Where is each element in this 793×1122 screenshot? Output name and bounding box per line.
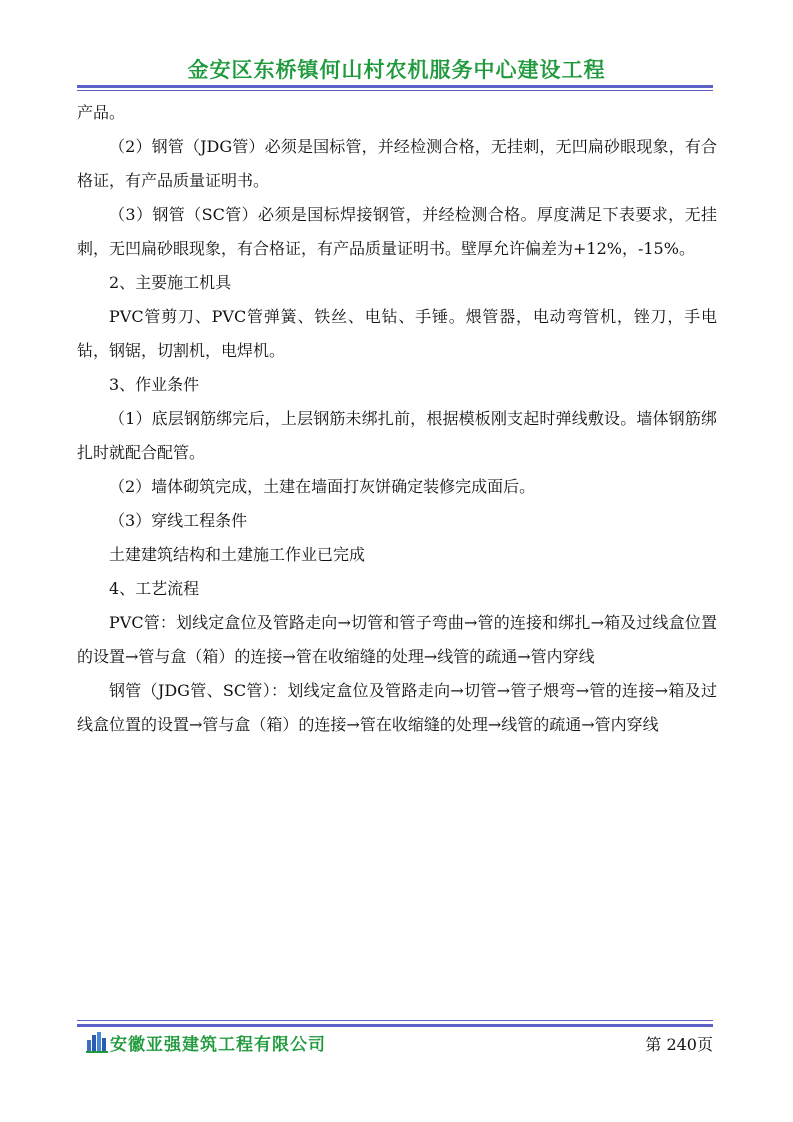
paragraph-condition-2: （2）墙体砌筑完成，土建在墙面打灰饼确定装修完成面后。 — [109, 477, 536, 496]
footer-page-number: 第 240页 — [645, 1035, 713, 1054]
paragraph-process-steel: 钢管（JDG管、SC管）：划线定盒位及管路走向→切管→管子煨弯→管的连接→箱及过线盒位置的设置→管与盒（箱）的连接→管在收缩缝的处理→线管的疏通→管内穿线 — [77, 681, 717, 734]
building-logo-icon — [86, 1031, 108, 1053]
paragraph-3: （3）钢管（SC管）必须是国标焊接钢管，并经检测合格。厚度满足下表要求，无挂刺，无凹扁砂眼现象，有合格证，有产品质量证明书。壁厚允许偏差为+12%，-15%。 — [77, 205, 717, 258]
section-heading-conditions: 3、作业条件 — [109, 375, 200, 394]
section-heading-tools: 2、主要施工机具 — [109, 273, 232, 292]
footer-company-name: 安徽亚强建筑工程有限公司 — [110, 1035, 326, 1055]
header-rule-thick — [77, 85, 713, 88]
section-heading-process: 4、工艺流程 — [109, 579, 200, 598]
paragraph-condition-1: （1）底层钢筋绑完后，上层钢筋未绑扎前，根据模板刚支起时弹线敷设。墙体钢筋绑扎时就配合配管。 — [77, 409, 717, 462]
paragraph-tools-list: PVC管剪刀、PVC管弹簧、铁丝、电钻、手锤。煨管器，电动弯管机，锉刀，手电钻，钢锯，切割机，电焊机。 — [77, 307, 717, 360]
paragraph-process-pvc: PVC管：划线定盒位及管路走向→切管和管子弯曲→管的连接和绑扎→箱及过线盒位置的设置→管与盒（箱）的连接→管在收缩缝的处理→线管的疏通→管内穿线 — [77, 613, 717, 666]
footer-rule-thin — [77, 1020, 713, 1021]
paragraph-condition-3-detail: 土建建筑结构和土建施工作业已完成 — [109, 545, 366, 564]
document-header-title: 金安区东桥镇何山村农机服务中心建设工程 — [187, 58, 606, 82]
paragraph-condition-3: （3）穿线工程条件 — [109, 511, 248, 530]
paragraph-1: 产品。 — [77, 103, 126, 122]
paragraph-2: （2）钢管（JDG管）必须是国标管，并经检测合格，无挂刺，无凹扁砂眼现象，有合格证，有产品质量证明书。 — [77, 137, 717, 190]
footer-rule-thick — [77, 1024, 713, 1027]
header-rule-thin — [77, 90, 713, 91]
document-body — [77, 96, 717, 742]
